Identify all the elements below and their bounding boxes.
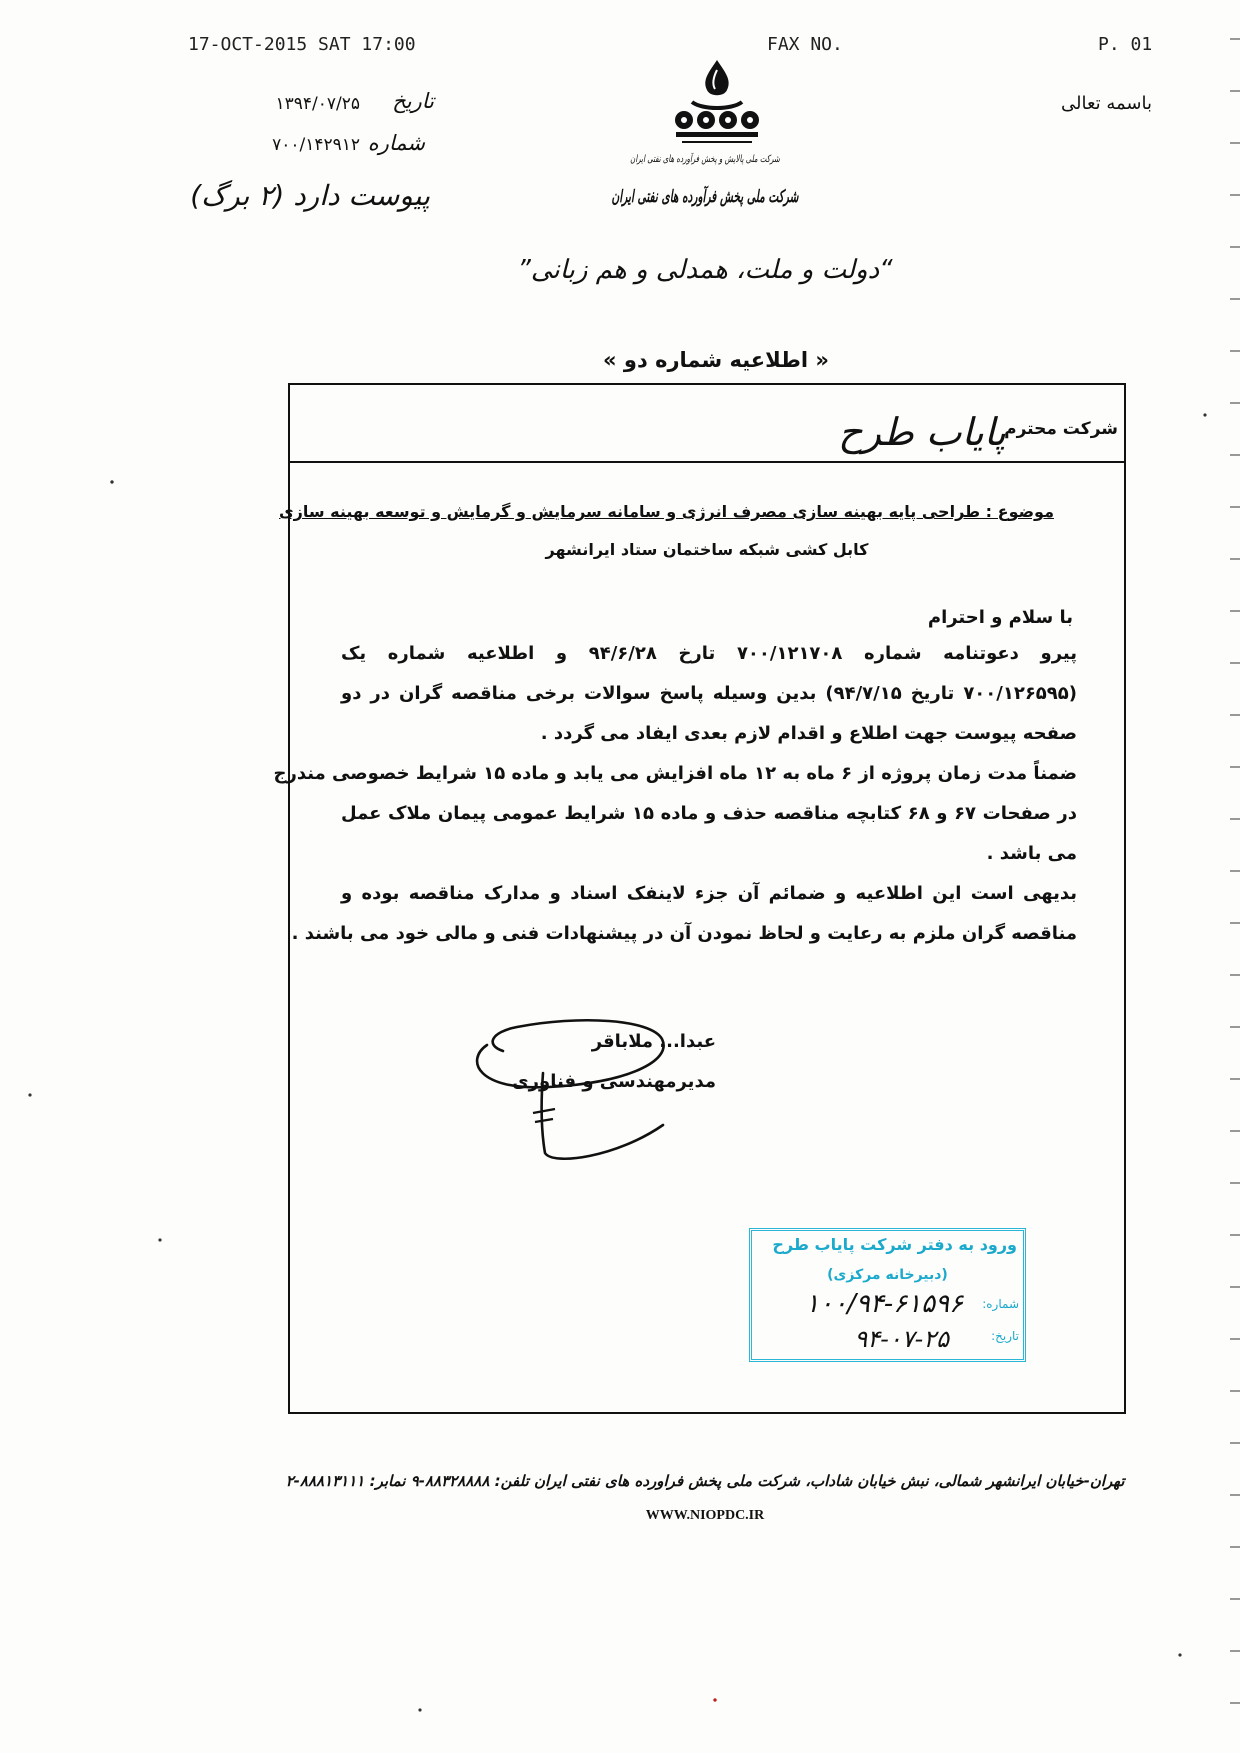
fax-page-number: P. 01 [1098, 34, 1153, 55]
letter-date-label: تاریخ [392, 89, 434, 113]
receipt-stamp [749, 1228, 1026, 1362]
recipient-label: شرکت محترم [1004, 419, 1118, 439]
body-line: صفحه پیوست جهت اطلاع و اقدام لازم بعدی ایفاد می گردد . [540, 723, 1077, 744]
body-line: بدیهی است این اطلاعیه و ضمائم آن جزء لاینفک اسناد و مدارک مناقصه بوده و [341, 883, 1077, 904]
body-text [273, 634, 1078, 954]
fax-edge-marks [1230, 0, 1240, 1753]
company-name-small: شرکت ملی پالایش و پخش فرآورده های نفتی ایران [630, 154, 780, 165]
letter-body-box [273, 383, 1126, 1414]
stamp-number-label: شماره: [982, 1297, 1019, 1311]
announcement-title: « اطلاعیه شماره دو » [603, 348, 829, 372]
footer-website: WWW.NIOPDC.IR [645, 1508, 765, 1523]
stamp-subtitle: (دبیرخانه مرکزی) [827, 1267, 948, 1283]
body-line: می باشد . [986, 843, 1077, 864]
signatory-title: مدیرمهندسی و فناوری [512, 1071, 716, 1092]
stamp-number-value: ۱۰۰/۹۴-۶۱۵۹۶ [805, 1289, 963, 1319]
handwritten-signature [457, 1005, 677, 1170]
body-line: (۷۰۰/۱۲۶۵۹۵ تاریخ ۹۴/۷/۱۵) بدین وسیله پاسخ سوالات برخی مناقصه گران در دو [341, 683, 1077, 704]
stamp-date-label: تاریخ: [991, 1329, 1019, 1343]
fax-number-label: FAX NO. [767, 34, 843, 55]
company-name: شرکت ملی پخش فرآورده های نفتی ایران [611, 187, 799, 207]
body-line: در صفحات ۶۷ و ۶۸ کتابچه مناقصه حذف و ماده ۱۵ شرایط عمومی پیمان ملاک عمل [341, 803, 1077, 824]
subject-line-1: موضوع : طراحی پایه بهینه سازی مصرف انرژی و سامانه سرمایش و گرمایش و توسعه بهینه سازی [278, 502, 1054, 521]
stamp-title: ورود به دفتر شرکت پایاب طرح [772, 1235, 1017, 1254]
niopdc-logo-icon [662, 58, 772, 153]
body-line: مناقصه گران ملزم به رعایت و لحاظ نمودن آن در پیشنهادات فنی و مالی خود می باشند . [291, 923, 1077, 944]
signatory-name: عبدا... ملاباقر [591, 1031, 716, 1052]
motto: “دولت و ملت، همدلی و هم زبانی” [517, 255, 893, 285]
attachment-note: پیوست دارد (۲ برگ) [190, 179, 430, 212]
header-divider [290, 461, 1124, 463]
greeting: با سلام و احترام [927, 607, 1073, 628]
recipient-name: پایاب طرح [838, 410, 1006, 454]
letter-date-value: ۱۳۹۴/۰۷/۲۵ [275, 94, 360, 114]
body-line: ضمناً مدت زمان پروژه از ۶ ماه به ۱۲ ماه افزایش می یابد و ماده ۱۵ شرایط خصوصی مندرج [273, 763, 1077, 784]
stamp-date-value: ۹۴-۰۷-۲۵ [854, 1325, 949, 1353]
fax-timestamp: 17-OCT-2015 SAT 17:00 [188, 34, 416, 55]
body-line: پیرو دعوتنامه شماره ۷۰۰/۱۲۱۷۰۸ تارخ ۹۴/۶/۲۸ و اطلاعیه شماره یک [341, 643, 1078, 664]
invocation-text: باسمه تعالی [1060, 93, 1152, 114]
footer-address: تهران-خیابان ایرانشهر شمالی، نبش خیابان شاداب، شرکت ملی پخش فراورده های نفتی ایران تلفن: ۸۸۳۲۸۸۸۸-۹ نمابر: ۸۸۸۱۳۱۱۱-۲ [285, 1472, 1125, 1490]
subject-line-2: کابل کشی شبکه ساختمان ستاد ایرانشهر [545, 540, 869, 559]
letter-number-value: ۷۰۰/۱۴۲۹۱۲ [272, 135, 360, 155]
letter-number-label: شماره [367, 131, 425, 155]
